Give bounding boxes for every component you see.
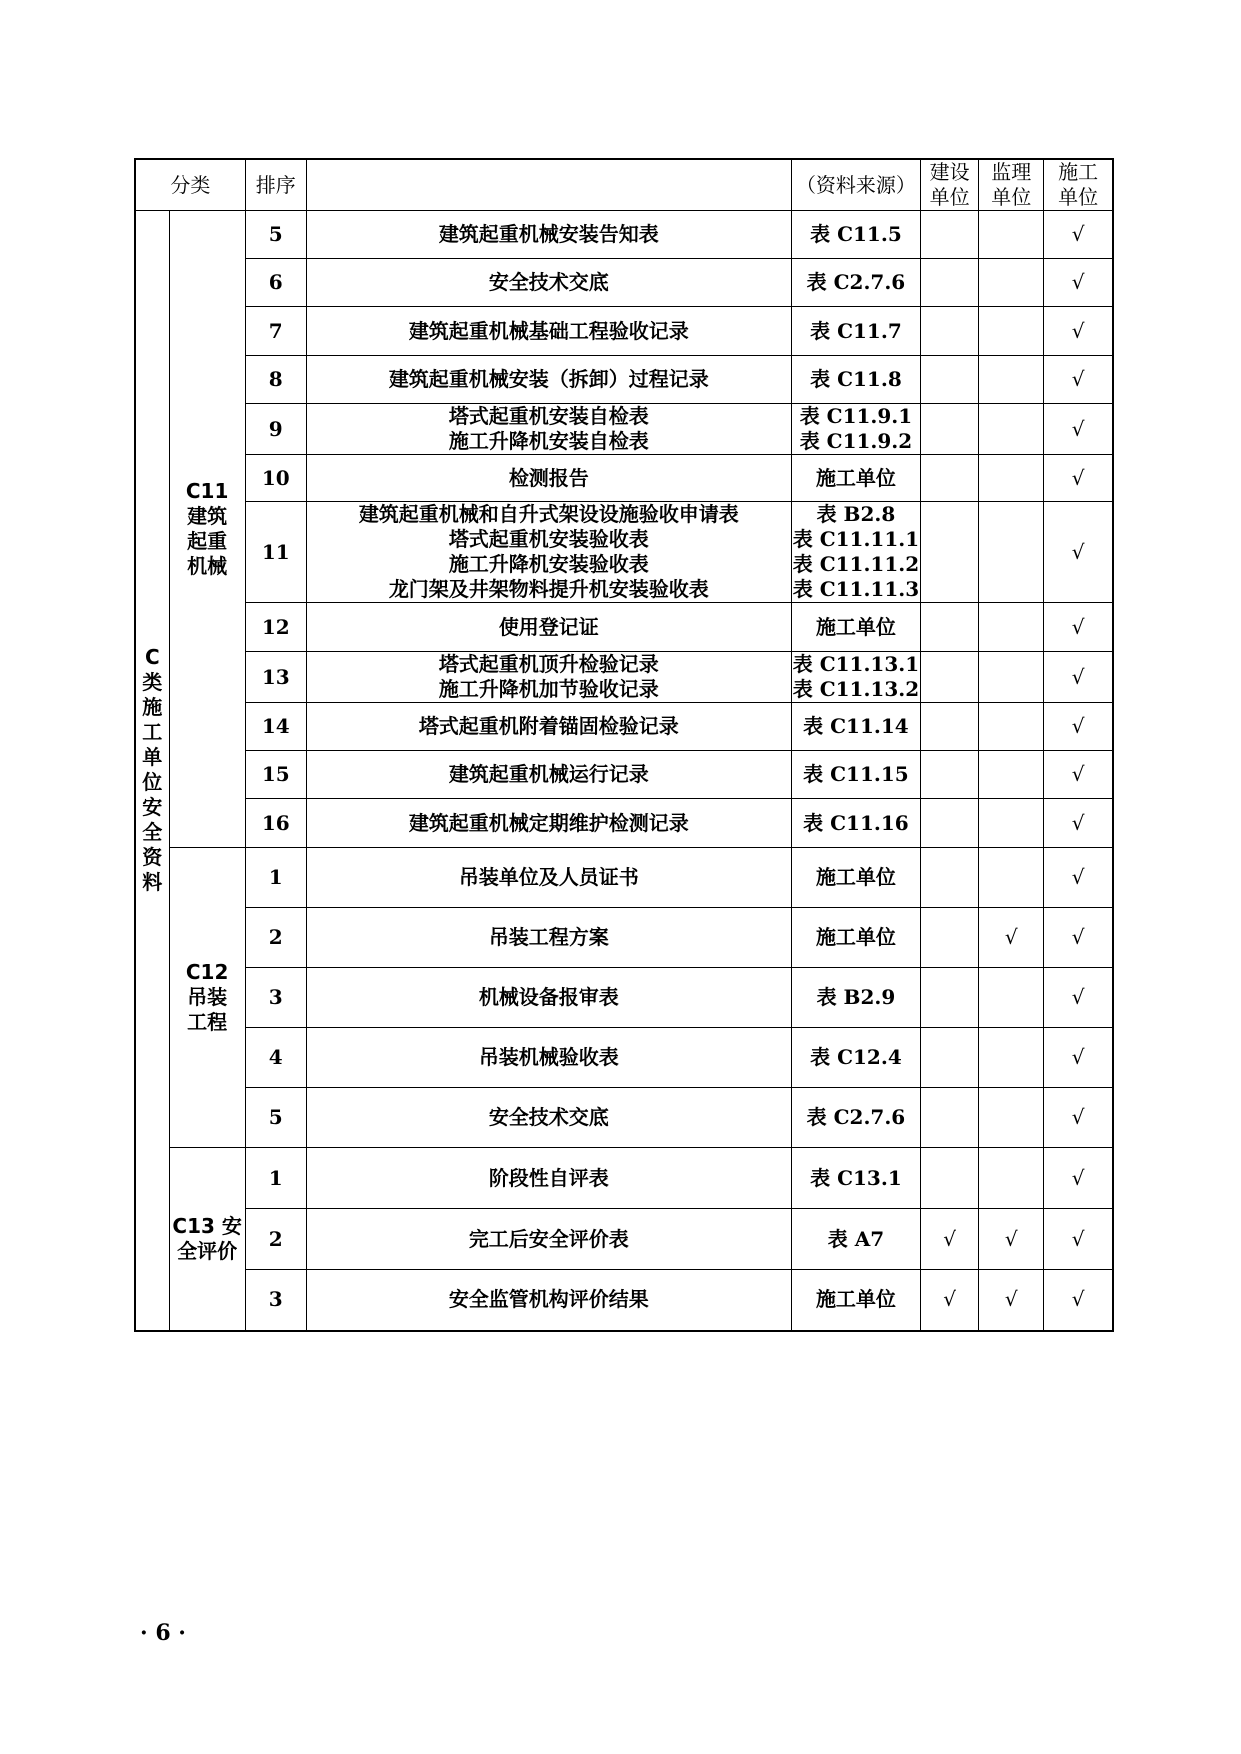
record-source-line: 表 C11.13.2 <box>792 677 920 701</box>
group-label-line: 工程 <box>187 1010 228 1034</box>
main-category-char: 资 <box>142 845 163 870</box>
table-row <box>135 356 1113 404</box>
header-supervisor <box>979 159 1044 211</box>
contractor-check: √ <box>1044 652 1113 703</box>
record-source <box>791 356 920 404</box>
supervisor-check <box>979 848 1044 908</box>
record-name-line: 吊装机械验收表 <box>478 1045 619 1069</box>
record-name-line: 安全技术交底 <box>488 270 609 294</box>
supervisor-check <box>979 455 1044 502</box>
header-category: 分类 <box>135 159 245 211</box>
record-name <box>306 1270 791 1331</box>
supervisor-check <box>979 307 1044 356</box>
table-row <box>135 1148 1113 1209</box>
contractor-check: √ <box>1044 1148 1113 1209</box>
group-label-cell <box>169 1148 245 1331</box>
header-name <box>306 159 791 211</box>
main-category-cell <box>135 211 169 1331</box>
supervisor-check <box>979 652 1044 703</box>
record-name <box>306 603 791 652</box>
builder-check <box>921 908 979 968</box>
record-source-line: 表 C11.9.2 <box>799 429 913 453</box>
table-row <box>135 455 1113 502</box>
record-source-line: 施工单位 <box>815 1287 896 1312</box>
record-source <box>791 259 920 307</box>
row-number: 1 <box>245 848 306 908</box>
row-number: 11 <box>245 502 306 603</box>
builder-check <box>921 502 979 603</box>
supervisor-check <box>979 259 1044 307</box>
record-source <box>791 1088 920 1148</box>
record-name <box>306 908 791 968</box>
row-number: 9 <box>245 404 306 455</box>
builder-check <box>921 799 979 848</box>
supervisor-check <box>979 751 1044 799</box>
group-label-line: C12 <box>185 960 229 984</box>
table-row <box>135 259 1113 307</box>
record-name <box>306 848 791 908</box>
supervisor-check <box>979 799 1044 848</box>
record-name-line: 施工升降机安装验收表 <box>448 552 649 576</box>
row-number: 3 <box>245 1270 306 1331</box>
row-number: 3 <box>245 968 306 1028</box>
record-name <box>306 1028 791 1088</box>
builder-check: √ <box>921 1270 979 1331</box>
contractor-check: √ <box>1044 799 1113 848</box>
header-order: 排序 <box>245 159 306 211</box>
table-row <box>135 799 1113 848</box>
record-name-line: 建筑起重机械运行记录 <box>448 762 649 786</box>
record-source-line: 表 C11.14 <box>803 714 909 738</box>
record-source <box>791 211 920 259</box>
record-name <box>306 1209 791 1270</box>
record-source <box>791 1209 920 1270</box>
record-name-line: 龙门架及井架物料提升机安装验收表 <box>388 577 709 601</box>
record-source <box>791 908 920 968</box>
group-label-line: 吊装 <box>187 985 228 1009</box>
record-source <box>791 404 920 455</box>
table-row <box>135 1028 1113 1088</box>
supervisor-check <box>979 502 1044 603</box>
contractor-check: √ <box>1044 1088 1113 1148</box>
group-label-line: C13 安 <box>172 1213 242 1238</box>
group-label-line: 建筑 <box>187 504 228 528</box>
main-category-char: 位 <box>142 770 163 795</box>
table-row <box>135 652 1113 703</box>
record-name-line: 使用登记证 <box>498 614 599 639</box>
row-number: 5 <box>245 1088 306 1148</box>
supervisor-check <box>979 968 1044 1028</box>
header-contractor <box>1044 159 1113 211</box>
header-contractor-line: 单位 <box>1058 185 1099 209</box>
record-source-line: 表 C11.11.2 <box>792 552 920 576</box>
record-name <box>306 1088 791 1148</box>
table-row <box>135 848 1113 908</box>
safety-records-table <box>134 158 1114 1332</box>
record-name <box>306 455 791 502</box>
table-row <box>135 703 1113 751</box>
record-name <box>306 703 791 751</box>
record-name-line: 建筑起重机械定期维护检测记录 <box>408 810 689 835</box>
record-source <box>791 1148 920 1209</box>
contractor-check: √ <box>1044 455 1113 502</box>
record-name-line: 安全技术交底 <box>488 1105 609 1129</box>
main-category-char: C <box>144 645 160 670</box>
header-row <box>135 159 1113 211</box>
supervisor-check: √ <box>979 1270 1044 1331</box>
record-name <box>306 211 791 259</box>
builder-check <box>921 356 979 404</box>
contractor-check: √ <box>1044 603 1113 652</box>
record-name-line: 阶段性自评表 <box>488 1165 609 1190</box>
main-category-char: 工 <box>142 720 163 745</box>
row-number: 2 <box>245 908 306 968</box>
record-source-line: 表 B2.9 <box>816 985 896 1009</box>
contractor-check: √ <box>1044 1209 1113 1270</box>
group-label-cell <box>169 211 245 848</box>
table-row <box>135 968 1113 1028</box>
table-row <box>135 307 1113 356</box>
record-source-line: 表 C13.1 <box>810 1165 902 1190</box>
builder-check: √ <box>921 1209 979 1270</box>
record-source <box>791 848 920 908</box>
table-row <box>135 1270 1113 1331</box>
record-source-line: 表 C2.7.6 <box>806 1105 906 1129</box>
record-name <box>306 751 791 799</box>
row-number: 4 <box>245 1028 306 1088</box>
builder-check <box>921 1148 979 1209</box>
contractor-check: √ <box>1044 968 1113 1028</box>
record-source <box>791 502 920 603</box>
record-source-line: 表 C11.8 <box>810 367 902 391</box>
contractor-check: √ <box>1044 502 1113 603</box>
row-number: 12 <box>245 603 306 652</box>
builder-check <box>921 1088 979 1148</box>
table-row <box>135 1088 1113 1148</box>
record-source <box>791 968 920 1028</box>
row-number: 15 <box>245 751 306 799</box>
row-number: 8 <box>245 356 306 404</box>
record-name-line: 建筑起重机械安装（拆卸）过程记录 <box>388 367 709 391</box>
header-contractor-line: 施工 <box>1058 160 1099 184</box>
contractor-check: √ <box>1044 1270 1113 1331</box>
record-name <box>306 799 791 848</box>
record-name <box>306 356 791 404</box>
record-name-line: 塔式起重机安装验收表 <box>448 527 649 551</box>
record-source-line: 表 C11.11.1 <box>792 527 920 551</box>
contractor-check: √ <box>1044 356 1113 404</box>
builder-check <box>921 751 979 799</box>
builder-check <box>921 404 979 455</box>
record-name <box>306 1148 791 1209</box>
record-source <box>791 703 920 751</box>
record-name-line: 塔式起重机附着锚固检验记录 <box>418 714 679 738</box>
record-name <box>306 307 791 356</box>
table-row <box>135 908 1113 968</box>
supervisor-check <box>979 1088 1044 1148</box>
header-supervisor-line: 单位 <box>991 185 1032 209</box>
header-builder <box>921 159 979 211</box>
row-number: 6 <box>245 259 306 307</box>
contractor-check: √ <box>1044 703 1113 751</box>
record-name-line: 施工升降机加节验收记录 <box>438 677 659 701</box>
group-label-line: 机械 <box>187 554 228 578</box>
record-name-line: 机械设备报审表 <box>478 985 619 1009</box>
contractor-check: √ <box>1044 259 1113 307</box>
builder-check <box>921 211 979 259</box>
table-row <box>135 751 1113 799</box>
record-name-line: 塔式起重机安装自检表 <box>448 404 649 428</box>
group-label-line: 起重 <box>187 529 228 553</box>
record-source <box>791 1028 920 1088</box>
record-name <box>306 404 791 455</box>
contractor-check: √ <box>1044 751 1113 799</box>
main-category-char: 安 <box>142 795 163 820</box>
row-number: 10 <box>245 455 306 502</box>
record-source-line: 表 C11.13.1 <box>792 652 920 676</box>
table-row <box>135 1209 1113 1270</box>
header-source: （资料来源） <box>791 159 920 211</box>
contractor-check: √ <box>1044 307 1113 356</box>
builder-check <box>921 307 979 356</box>
record-source <box>791 603 920 652</box>
builder-check <box>921 848 979 908</box>
record-name-line: 建筑起重机械安装告知表 <box>438 222 659 246</box>
record-name-line: 检测报告 <box>508 465 589 490</box>
supervisor-check <box>979 404 1044 455</box>
record-name-line: 建筑起重机械基础工程验收记录 <box>408 318 689 343</box>
row-number: 2 <box>245 1209 306 1270</box>
group-label-cell <box>169 848 245 1148</box>
page-number: · 6 · <box>140 1620 186 1646</box>
record-source <box>791 307 920 356</box>
header-supervisor-line: 监理 <box>991 160 1032 184</box>
table-row <box>135 603 1113 652</box>
record-source <box>791 1270 920 1331</box>
record-source <box>791 799 920 848</box>
record-source-line: 表 C11.16 <box>803 810 909 835</box>
record-name <box>306 652 791 703</box>
row-number: 16 <box>245 799 306 848</box>
supervisor-check <box>979 356 1044 404</box>
main-category-char: 类 <box>142 670 163 695</box>
record-source-line: 表 C11.11.3 <box>792 577 920 601</box>
record-source-line: 表 C11.7 <box>810 318 902 343</box>
record-source-line: 施工单位 <box>815 925 896 949</box>
builder-check <box>921 603 979 652</box>
main-category-char: 全 <box>142 820 163 845</box>
contractor-check: √ <box>1044 848 1113 908</box>
main-category-char: 单 <box>142 745 163 770</box>
record-source-line: 表 A7 <box>827 1226 885 1251</box>
row-number: 13 <box>245 652 306 703</box>
record-name-line: 塔式起重机顶升检验记录 <box>438 652 659 676</box>
builder-check <box>921 703 979 751</box>
record-source-line: 施工单位 <box>815 465 896 490</box>
row-number: 5 <box>245 211 306 259</box>
supervisor-check <box>979 703 1044 751</box>
record-source-line: 表 C11.9.1 <box>799 404 913 428</box>
table-row <box>135 502 1113 603</box>
supervisor-check <box>979 1028 1044 1088</box>
record-name-line: 安全监管机构评价结果 <box>448 1287 649 1312</box>
record-name <box>306 259 791 307</box>
builder-check <box>921 259 979 307</box>
group-label-line: 全评价 <box>177 1238 238 1263</box>
contractor-check: √ <box>1044 404 1113 455</box>
header-builder-line: 建设 <box>929 160 970 184</box>
builder-check <box>921 652 979 703</box>
record-name-line: 施工升降机安装自检表 <box>448 429 649 453</box>
builder-check <box>921 1028 979 1088</box>
record-name-line: 吊装工程方案 <box>488 925 609 949</box>
record-name-line: 吊装单位及人员证书 <box>458 865 639 889</box>
row-number: 1 <box>245 1148 306 1209</box>
builder-check <box>921 968 979 1028</box>
table-row <box>135 211 1113 259</box>
supervisor-check <box>979 1148 1044 1209</box>
contractor-check: √ <box>1044 211 1113 259</box>
record-name <box>306 502 791 603</box>
contractor-check: √ <box>1044 908 1113 968</box>
record-source-line: 施工单位 <box>815 614 896 639</box>
record-source-line: 施工单位 <box>815 865 896 889</box>
main-category-char: 料 <box>142 870 163 895</box>
record-source-line: 表 C11.15 <box>803 762 909 786</box>
record-source <box>791 455 920 502</box>
builder-check <box>921 455 979 502</box>
record-source-line: 表 B2.8 <box>816 502 896 526</box>
main-category-char: 施 <box>142 695 163 720</box>
supervisor-check: √ <box>979 1209 1044 1270</box>
group-label-line: C11 <box>185 479 229 503</box>
record-source-line: 表 C2.7.6 <box>806 270 906 294</box>
supervisor-check <box>979 603 1044 652</box>
table-row <box>135 404 1113 455</box>
row-number: 7 <box>245 307 306 356</box>
record-name-line: 建筑起重机械和自升式架设设施验收申请表 <box>358 502 739 526</box>
record-name <box>306 968 791 1028</box>
record-source <box>791 751 920 799</box>
record-source-line: 表 C12.4 <box>810 1045 902 1069</box>
header-builder-line: 单位 <box>929 185 970 209</box>
record-source <box>791 652 920 703</box>
record-name-line: 完工后安全评价表 <box>468 1226 629 1251</box>
supervisor-check: √ <box>979 908 1044 968</box>
row-number: 14 <box>245 703 306 751</box>
record-source-line: 表 C11.5 <box>810 222 902 246</box>
contractor-check: √ <box>1044 1028 1113 1088</box>
supervisor-check <box>979 211 1044 259</box>
